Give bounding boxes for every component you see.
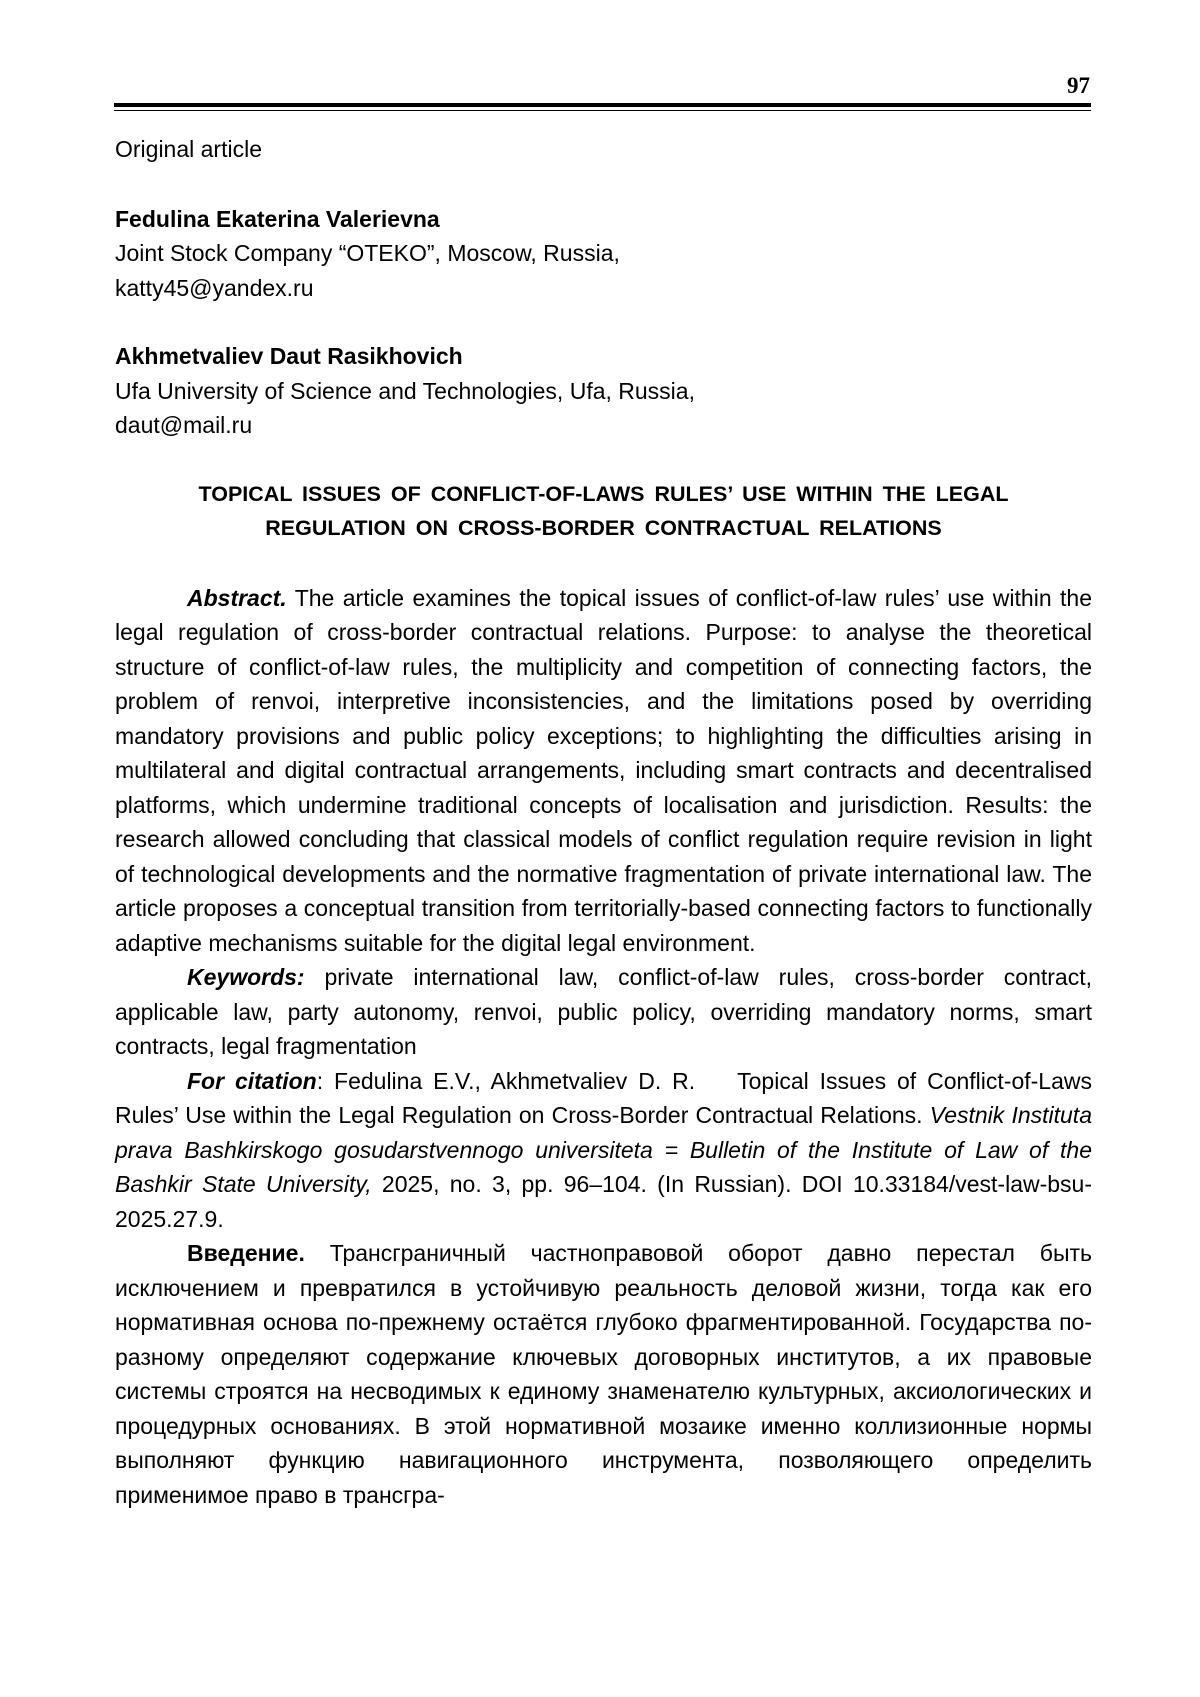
abstract-label: Abstract. (187, 584, 287, 611)
keywords-paragraph (115, 960, 1092, 1064)
keywords-label: Keywords: (187, 964, 305, 990)
citation-details: 2025, no. 3, pp. 96–104. (In Russian). DOI 10.33184/vest-law-bsu-2025.27.9. (115, 1171, 1092, 1232)
abstract-text: The article examines the topical issues of conflict-of-law rules’ use within the legal regulation of cross-border contractual relations. Purpose: to analyse the theoretical structure of conflict-of-law rules, the multiplicity and competition of connecting factors, the problem of renvoi, interpretive inconsistencies, and the limitations posed by overriding mandatory provisions and public policy exceptions; to highlighting the difficulties arising in multilateral and digital contractual arrangements, including smart contracts and decentralised platforms, which undermine traditional concepts of localisation and jurisdiction. Results: the research allowed concluding that classical models of conflict regulation require revision in light of technological developments and the normative fragmentation of private international law. The article proposes a conceptual transition from territorially-based connecting factors to functionally adaptive mechanisms suitable for the digital legal environment. (115, 584, 1092, 956)
page-number: 97 (1067, 73, 1090, 98)
citation-paragraph (115, 1064, 1092, 1237)
author-name: Fedulina Ekaterina Valerievna (115, 205, 440, 232)
introduction-text: Трансграничный частноправовой оборот давно перестал быть исключением и превратился в устойчивую реальность деловой жизни, тогда как его нормативная основа по-прежнему остаётся глубоко фрагментированной. Государства по-разному определяют содержание ключевых договорных институтов, а их правовые системы строятся на несводимых к единому знаменателю культурных, аксиологических и процедурных основаниях. В этой нормативной мозаике именно коллизионные нормы выполняют функцию навигационного инструмента, позволяющего определить применимое право в трансгра- (115, 1240, 1093, 1508)
header-rule-thin (114, 110, 1091, 111)
citation-authors: : Fedulina E.V., Akhmetvaliev D. R. (316, 1067, 696, 1094)
author-name: Akhmetvaliev Daut Rasikhovich (115, 343, 463, 369)
citation-label: For citation (187, 1067, 317, 1094)
introduction-label: Введение. (187, 1240, 305, 1266)
introduction-paragraph (115, 1236, 1092, 1512)
author-block-1 (115, 202, 1092, 306)
author-email: daut@mail.ru (115, 412, 253, 438)
author-affiliation: Ufa University of Science and Technologies, Ufa, Russia, (115, 377, 695, 404)
article-title-line: TOPICAL ISSUES OF CONFLICT-OF-LAWS RULES’ USE WITHIN THE LEGAL (198, 481, 1009, 506)
page-content (115, 132, 1092, 1512)
abstract-paragraph (115, 581, 1092, 961)
article-title-line: REGULATION ON CROSS-BORDER CONTRACTUAL RELATIONS (265, 516, 942, 540)
citation-journal: Vestnik Instituta prava Bashkirskogo gosudarstvennogo universiteta = Bulletin of the Institute of Law of the Bashkir State University, (115, 1102, 1092, 1197)
author-email: katty45@yandex.ru (115, 274, 314, 301)
citation-title: Topical Issues of Conflict-of-Laws Rules’ Use within the Legal Regulation on Cross-Border Contractual Relations. (115, 1067, 1092, 1128)
keywords-text: private international law, conflict-of-law rules, cross-border contract, applicable law, party autonomy, renvoi, public policy, overriding mandatory norms, smart contracts, legal fragmentation (115, 964, 1093, 1059)
header-rule-thick (114, 103, 1091, 107)
abstract-block (115, 581, 1092, 1237)
header-rule (114, 103, 1091, 111)
author-affiliation: Joint Stock Company “OTEKO”, Moscow, Russia, (115, 240, 620, 266)
article-type: Original article (115, 136, 262, 162)
article-title (115, 477, 1092, 546)
author-block-2 (115, 339, 1092, 443)
